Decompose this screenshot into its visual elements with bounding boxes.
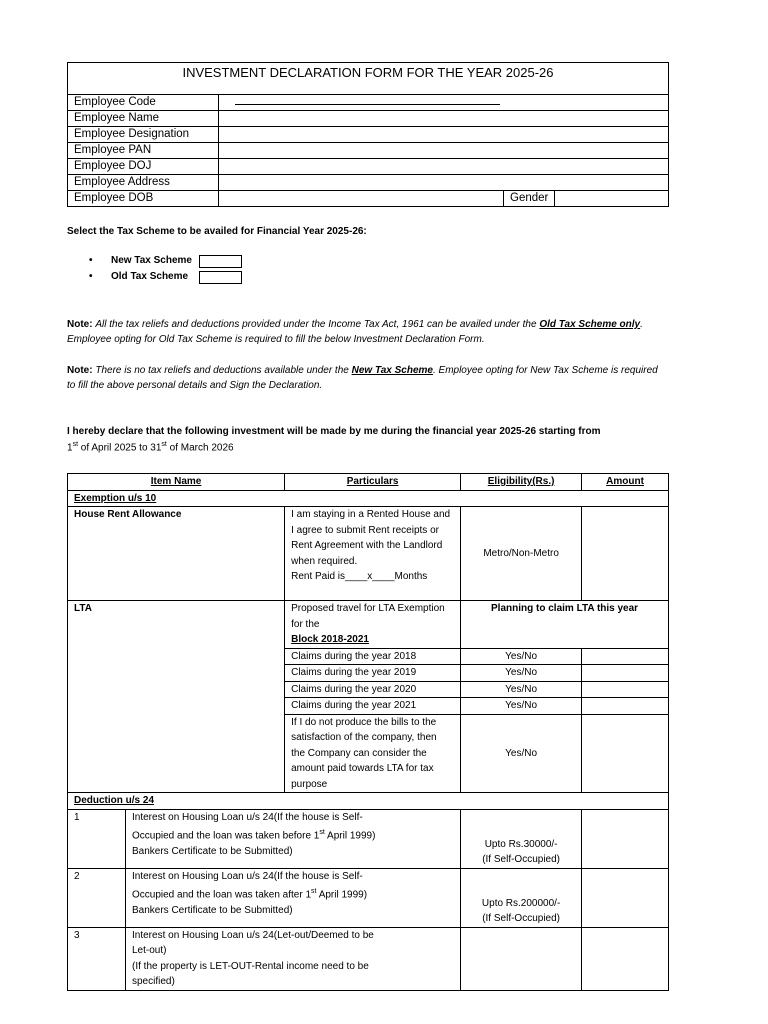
deduction-eligibility: Upto Rs.200000/- (If Self-Occupied) (461, 868, 582, 927)
note-label: Note: (67, 319, 93, 330)
declaration-line2: 1st of April 2025 to 31st of March 2026 (67, 441, 234, 454)
employee-code-field[interactable] (219, 95, 669, 111)
employee-pan-field[interactable] (219, 143, 669, 159)
hra-name: House Rent Allowance (68, 507, 285, 601)
header-amount: Amount (582, 474, 669, 491)
employee-doj-label: Employee DOJ (68, 159, 219, 175)
deduction-description: Interest on Housing Loan u/s 24(If the house is Self- Occupied and the loan was taken after 1st April 1999) Bankers Certificate to be Submitted) (126, 868, 461, 927)
header-particulars: Particulars (285, 474, 461, 491)
note-text-after: . Employee opting for New Tax Scheme is required to fill the above personal details and Sign the Declaration. (67, 365, 658, 391)
employee-pan-label: Employee PAN (68, 143, 219, 159)
deduction-amount[interactable] (582, 868, 669, 927)
lta-claim-value[interactable]: Yes/No (461, 648, 582, 665)
lta-claim-label: Claims during the year 2019 (285, 665, 461, 682)
section-exemption: Exemption u/s 10 (68, 490, 669, 507)
table-row (68, 809, 669, 868)
lta-claim-amount[interactable] (582, 681, 669, 698)
deduction-no: 3 (68, 927, 126, 990)
new-tax-scheme-label: New Tax Scheme (111, 255, 192, 266)
old-tax-scheme-checkbox[interactable] (199, 271, 242, 284)
lta-claim-value[interactable]: Yes/No (461, 698, 582, 715)
hra-eligibility: Metro/Non-Metro (461, 507, 582, 601)
note-emphasis: New Tax Scheme (351, 365, 433, 376)
deduction-eligibility: Upto Rs.30000/- (If Self-Occupied) (461, 809, 582, 868)
employee-designation-field[interactable] (219, 127, 669, 143)
gender-field[interactable] (555, 191, 669, 207)
old-tax-scheme-option: • Old Tax Scheme (89, 271, 189, 282)
table-row (68, 868, 669, 927)
employee-details-table (67, 62, 669, 207)
employee-name-label: Employee Name (68, 111, 219, 127)
note-text: There is no tax reliefs and deductions available under the (95, 365, 349, 376)
header-eligibility: Eligibility(Rs.) (461, 474, 582, 491)
deduction-description: Interest on Housing Loan u/s 24(If the house is Self- Occupied and the loan was taken before 1st April 1999) Bankers Certificate to be Submitted) (126, 809, 461, 868)
gender-label: Gender (504, 191, 555, 207)
employee-dob-field[interactable] (219, 191, 504, 207)
hra-amount[interactable] (582, 507, 669, 601)
section-deduction: Deduction u/s 24 (68, 793, 669, 810)
lta-claim-amount[interactable] (582, 648, 669, 665)
deduction-eligibility (461, 927, 582, 990)
employee-address-field[interactable] (219, 175, 669, 191)
employee-address-label: Employee Address (68, 175, 219, 191)
investment-table (67, 473, 669, 991)
lta-claim-label: Claims during the year 2021 (285, 698, 461, 715)
deduction-description: Interest on Housing Loan u/s 24(Let-out/Deemed to be Let-out) (If the property is LET-OUT-Rental income need to be specified) (126, 927, 461, 990)
employee-designation-label: Employee Designation (68, 127, 219, 143)
old-tax-scheme-label: Old Tax Scheme (111, 271, 189, 282)
table-row (68, 927, 669, 990)
lta-claim-value[interactable]: Yes/No (461, 665, 582, 682)
lta-bills-value[interactable]: Yes/No (461, 714, 582, 793)
lta-bills-text: If I do not produce the bills to the satisfaction of the company, then the Company can consider the amount paid towards LTA for tax purpose (285, 714, 461, 793)
table-header-row (68, 474, 669, 491)
form-title: INVESTMENT DECLARATION FORM FOR THE YEAR 2025-26 (68, 63, 669, 95)
table-row (68, 507, 669, 601)
note-text: All the tax reliefs and deductions provided under the Income Tax Act, 1961 can be availed under the (95, 319, 537, 330)
lta-particulars: Proposed travel for LTA Exemption for the Block 2018-2021 (285, 601, 461, 649)
lta-claim-amount[interactable] (582, 698, 669, 715)
hra-particulars: I am staying in a Rented House and I agree to submit Rent receipts or Rent Agreement with the Landlord when required. Rent Paid is____x____Months (285, 507, 461, 601)
employee-doj-field[interactable] (219, 159, 669, 175)
tax-scheme-prompt: Select the Tax Scheme to be availed for Financial Year 2025-26: (67, 226, 367, 237)
deduction-amount[interactable] (582, 809, 669, 868)
lta-claim-value[interactable]: Yes/No (461, 681, 582, 698)
note-label: Note: (67, 365, 93, 376)
new-tax-scheme-checkbox[interactable] (199, 255, 242, 268)
employee-name-field[interactable] (219, 111, 669, 127)
deduction-no: 1 (68, 809, 126, 868)
header-item-name: Item Name (68, 474, 285, 491)
lta-claim-label: Claims during the year 2018 (285, 648, 461, 665)
deduction-no: 2 (68, 868, 126, 927)
new-tax-scheme-option: • New Tax Scheme (89, 255, 192, 266)
deduction-amount[interactable] (582, 927, 669, 990)
lta-bills-amount[interactable] (582, 714, 669, 793)
declaration-line1: I hereby declare that the following investment will be made by me during the financial year 2025-26 starting from (67, 426, 601, 437)
table-row (68, 601, 669, 649)
note-emphasis: Old Tax Scheme only (539, 319, 641, 330)
employee-dob-label: Employee DOB (68, 191, 219, 207)
lta-claim-amount[interactable] (582, 665, 669, 682)
employee-code-label: Employee Code (68, 95, 219, 111)
lta-claim-label: Claims during the year 2020 (285, 681, 461, 698)
lta-name: LTA (68, 601, 285, 793)
note-old-scheme (67, 317, 667, 347)
note-text-after: . Employee opting for Old Tax Scheme is required to fill the below Investment Declaration Form. (67, 319, 643, 345)
note-new-scheme (67, 363, 667, 393)
lta-planning: Planning to claim LTA this year (461, 601, 669, 649)
